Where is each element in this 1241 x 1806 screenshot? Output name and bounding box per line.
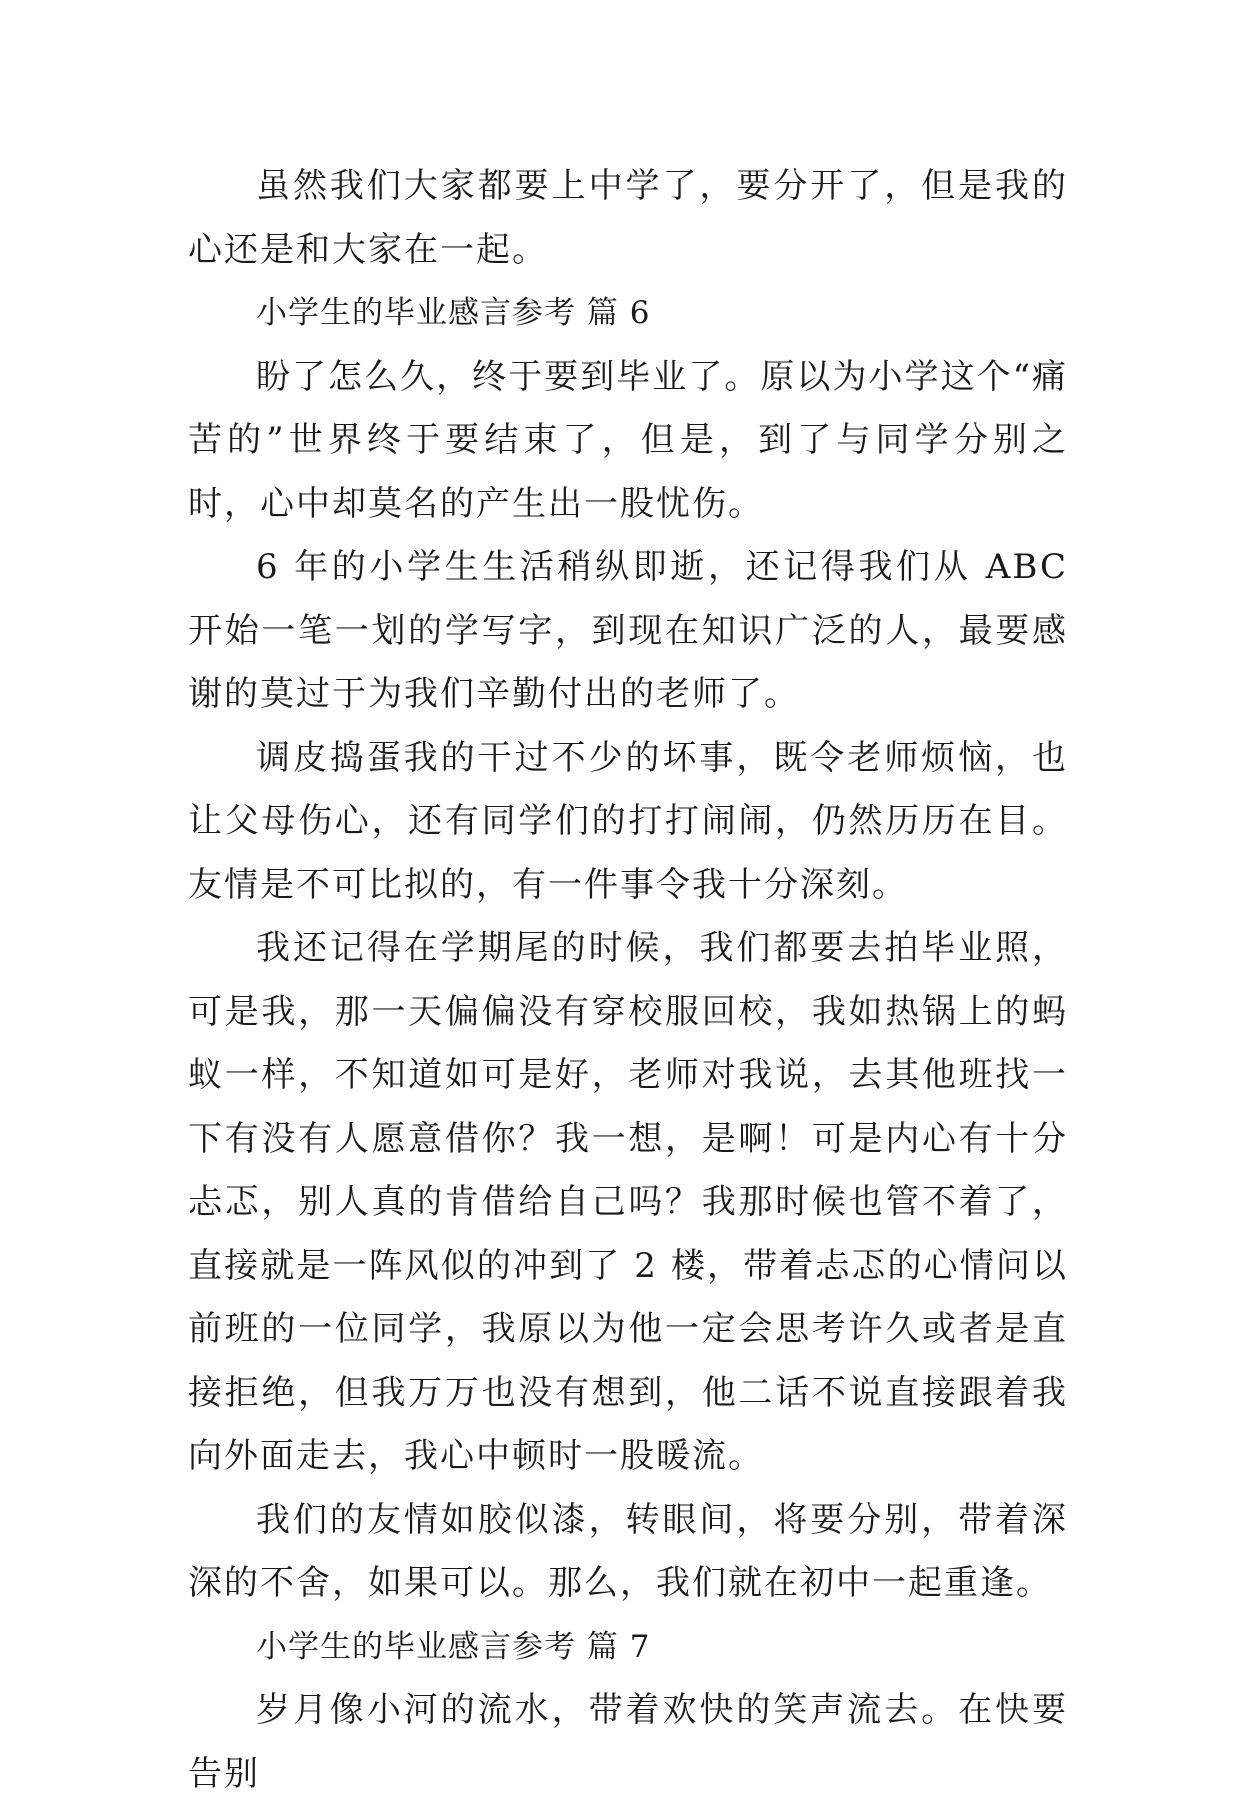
paragraph-3: 6 年的小学生生活稍纵即逝，还记得我们从 ABC 开始一笔一划的学写字，到现在知识广泛的人，最要感谢的莫过于为我们辛勤付出的老师了。 [188, 547, 1068, 714]
section-heading-7: 小学生的毕业感言参考 篇 7 [256, 1628, 651, 1665]
section-heading-6: 小学生的毕业感言参考 篇 6 [256, 295, 651, 331]
paragraph-2: 盼了怎么久，终于要到毕业了。原以为小学这个“痛苦的”世界终于要结束了，但是，到了与同学分别之时，心中却莫名的产生出一股忧伤。 [188, 356, 1068, 524]
document-body [188, 155, 1068, 1806]
paragraph-6: 我们的友情如胶似漆，转眼间，将要分别，带着深深的不舍，如果可以。那么，我们就在初中一起重逢。 [188, 1499, 1068, 1603]
paragraph-4: 调皮捣蛋我的干过不少的坏事，既令老师烦恼，也让父母伤心，还有同学们的打打闹闹，仍然历历在目。友情是不可比拟的，有一件事令我十分深刻。 [188, 737, 1068, 905]
paragraph-5: 我还记得在学期尾的时候，我们都要去拍毕业照，可是我，那一天偏偏没有穿校服回校，我如热锅上的蚂蚁一样，不知道如可是好，老师对我说，去其他班找一下有没有人愿意借你？我一想，是啊！可是内心有十分忐忑，别人真的肯借给自己吗？我那时候也管不着了，直接就是一阵风似的冲到了 2 楼，带着忐忑的心情问以前班的一位同学，我原以为他一定会思考许久或者是直接拒绝，但我万万也没有想到，他二话不说直接跟着我向外面走去，我心中顿时一股暖流。 [188, 928, 1068, 1476]
paragraph-1: 虽然我们大家都要上中学了，要分开了，但是我的心还是和大家在一起。 [188, 166, 1068, 270]
paragraph-7: 岁月像小河的流水，带着欢快的笑声流去。在快要告别 [188, 1690, 1068, 1794]
